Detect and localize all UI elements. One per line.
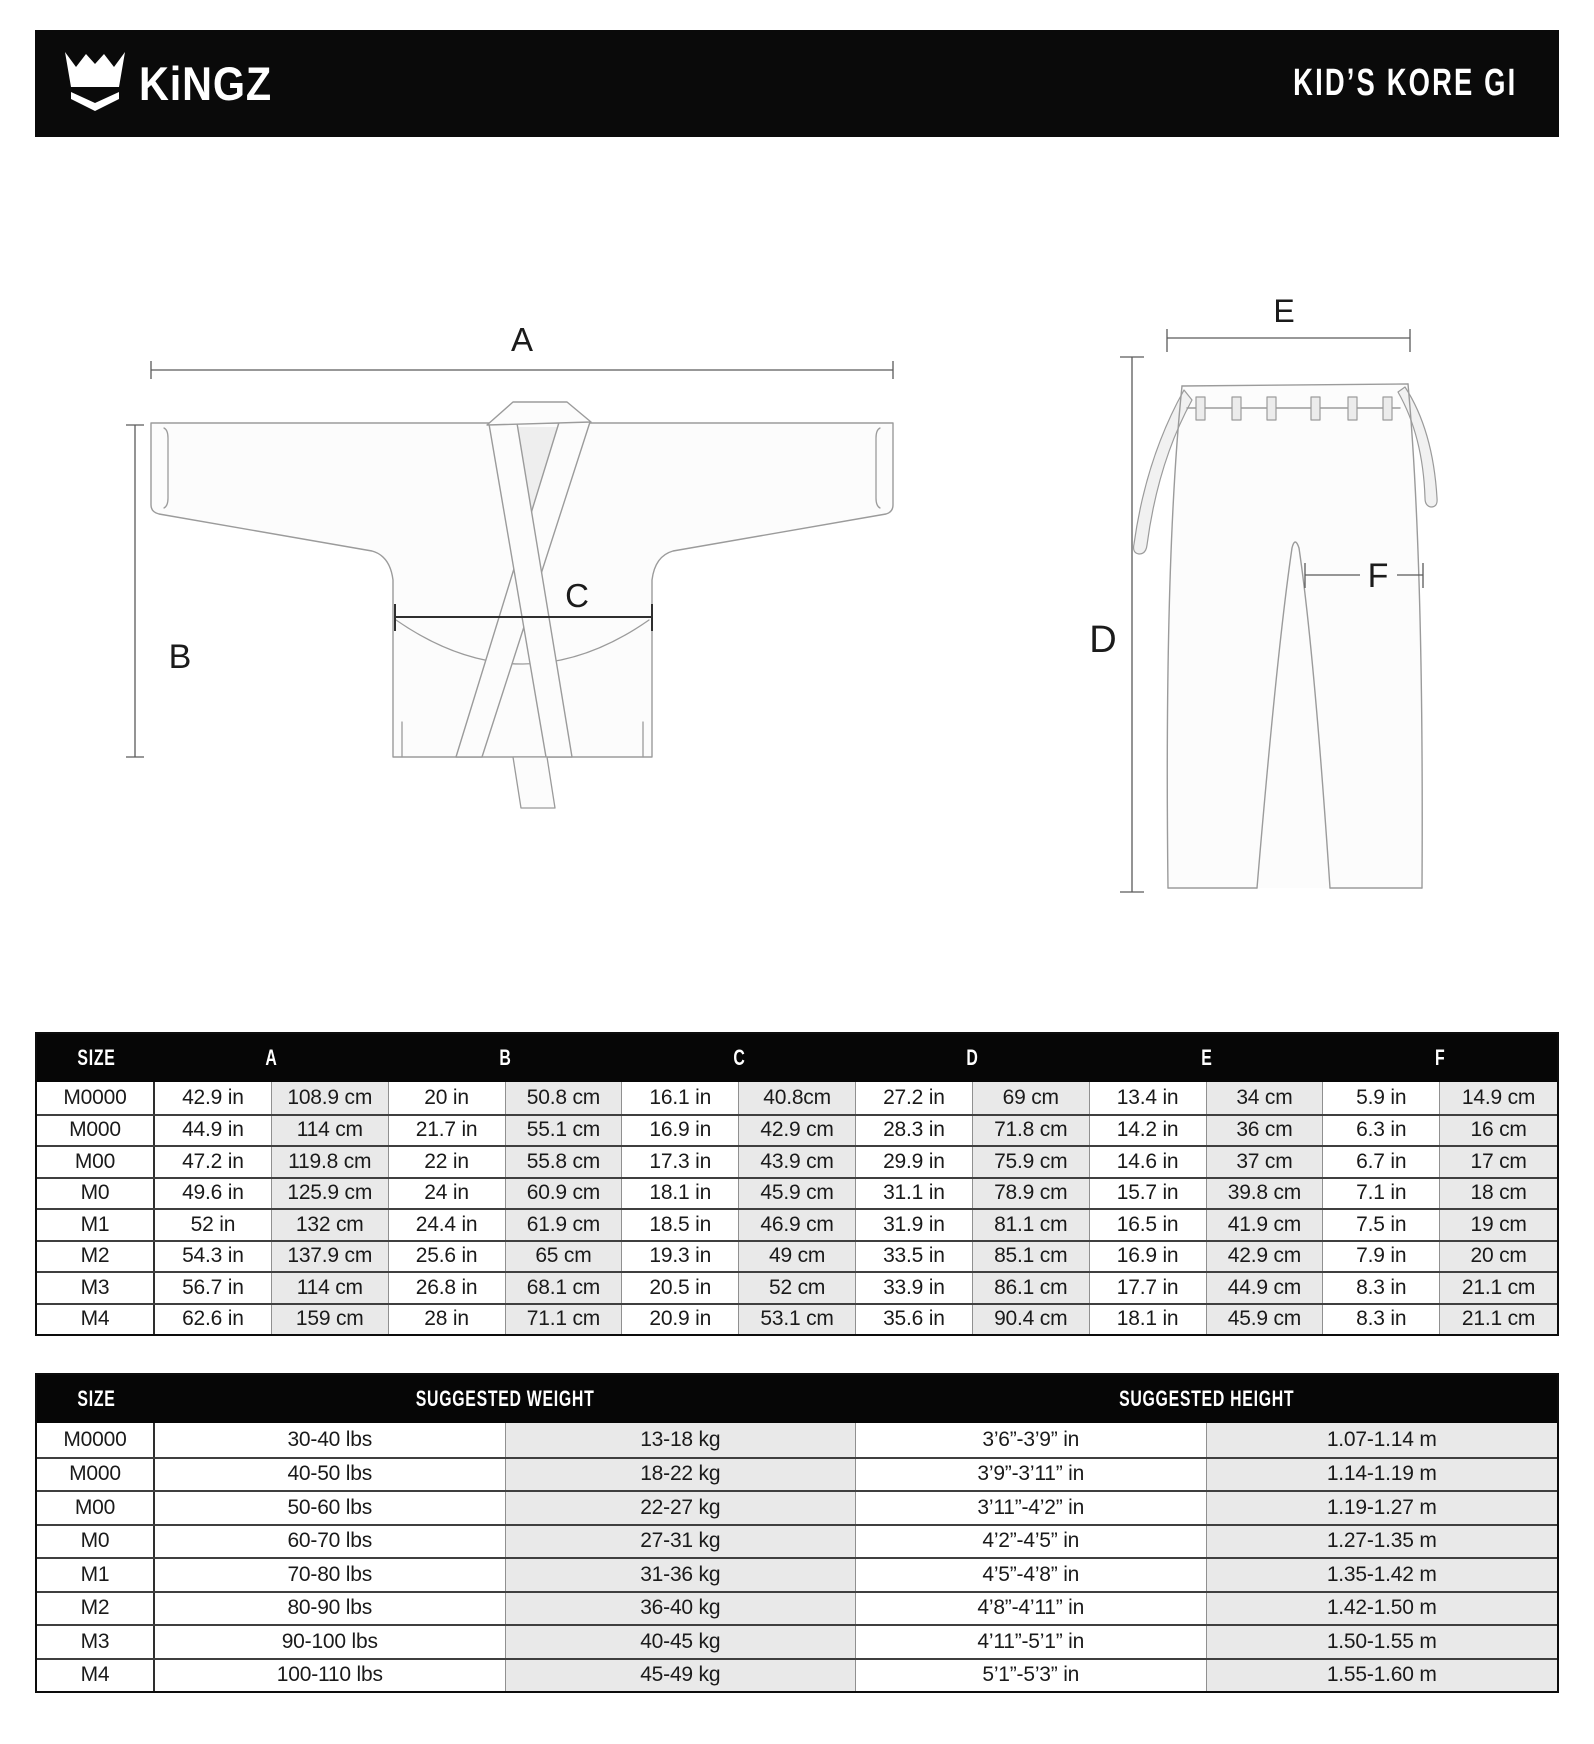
value-cell: 80-90 lbs — [155, 1593, 506, 1625]
value-cell: 35.6 in — [856, 1305, 973, 1335]
value-cell: 100-110 lbs — [155, 1660, 506, 1692]
value-cell: 37 cm — [1207, 1147, 1324, 1177]
dim-label-b: B — [168, 638, 192, 676]
value-cell: 21.1 cm — [1440, 1305, 1557, 1335]
value-cell: 52 in — [155, 1210, 272, 1240]
value-cell: 42.9 in — [155, 1082, 272, 1114]
value-cell: 44.9 cm — [1207, 1273, 1324, 1303]
col-header-d: D — [966, 1045, 979, 1070]
value-cell: 41.9 cm — [1207, 1210, 1324, 1240]
value-cell: 36-40 kg — [506, 1593, 857, 1625]
value-cell: 4’11”-5’1” in — [856, 1626, 1207, 1658]
value-cell: 17 cm — [1440, 1147, 1557, 1177]
value-cell: 132 cm — [272, 1210, 389, 1240]
value-cell: 33.5 in — [856, 1242, 973, 1272]
value-cell: 27-31 kg — [506, 1526, 857, 1558]
value-cell: 28 in — [389, 1305, 506, 1335]
col-header-height: SUGGESTED HEIGHT — [1118, 1386, 1295, 1411]
value-cell: 19.3 in — [622, 1242, 739, 1272]
dim-line-e — [1167, 329, 1410, 352]
dim-line-a — [151, 361, 893, 379]
value-cell: 49.6 in — [155, 1179, 272, 1209]
value-cell: 21.1 cm — [1440, 1273, 1557, 1303]
value-cell: 29.9 in — [856, 1147, 973, 1177]
value-cell: 1.35-1.42 m — [1207, 1559, 1558, 1591]
size-table-body — [37, 1082, 1557, 1334]
value-cell: 18.1 in — [1090, 1305, 1207, 1335]
value-cell: 4’5”-4’8” in — [856, 1559, 1207, 1591]
value-cell: 4’8”-4’11” in — [856, 1593, 1207, 1625]
dim-label-e: E — [1273, 293, 1295, 329]
value-cell: 90-100 lbs — [155, 1626, 506, 1658]
size-label: M1 — [37, 1210, 155, 1240]
value-cell: 60-70 lbs — [155, 1526, 506, 1558]
value-cell: 25.6 in — [389, 1242, 506, 1272]
value-cell: 17.7 in — [1090, 1273, 1207, 1303]
value-cell: 16.1 in — [622, 1082, 739, 1114]
value-cell: 68.1 cm — [506, 1273, 623, 1303]
pants-fill — [1167, 384, 1422, 888]
collar-top — [487, 402, 591, 425]
value-cell: 3’9”-3’11” in — [856, 1459, 1207, 1491]
value-cell: 3’6”-3’9” in — [856, 1423, 1207, 1457]
col-header-size: SIZE — [76, 1045, 116, 1070]
value-cell: 40.8cm — [739, 1082, 856, 1114]
value-cell: 50.8 cm — [506, 1082, 623, 1114]
value-cell: 71.8 cm — [973, 1116, 1090, 1146]
value-cell: 71.1 cm — [506, 1305, 623, 1335]
pants-diagram — [1134, 384, 1438, 888]
fit-table-row — [37, 1658, 1557, 1692]
value-cell: 119.8 cm — [272, 1147, 389, 1177]
value-cell: 4’2”-4’5” in — [856, 1526, 1207, 1558]
value-cell: 47.2 in — [155, 1147, 272, 1177]
value-cell: 90.4 cm — [973, 1305, 1090, 1335]
size-label: M4 — [37, 1305, 155, 1335]
value-cell: 1.50-1.55 m — [1207, 1626, 1558, 1658]
value-cell: 65 cm — [506, 1242, 623, 1272]
value-cell: 81.1 cm — [973, 1210, 1090, 1240]
value-cell: 6.3 in — [1323, 1116, 1440, 1146]
value-cell: 52 cm — [739, 1273, 856, 1303]
dim-label-d: D — [1089, 619, 1117, 661]
value-cell: 55.8 cm — [506, 1147, 623, 1177]
value-cell: 43.9 cm — [739, 1147, 856, 1177]
size-table-row — [37, 1303, 1557, 1335]
value-cell: 54.3 in — [155, 1242, 272, 1272]
value-cell: 1.14-1.19 m — [1207, 1459, 1558, 1491]
fit-table-row — [37, 1457, 1557, 1491]
value-cell: 40-50 lbs — [155, 1459, 506, 1491]
size-label: M0000 — [37, 1082, 155, 1114]
value-cell: 14.6 in — [1090, 1147, 1207, 1177]
fit-table-body — [37, 1423, 1557, 1691]
value-cell: 56.7 in — [155, 1273, 272, 1303]
value-cell: 42.9 cm — [1207, 1242, 1324, 1272]
value-cell: 39.8 cm — [1207, 1179, 1324, 1209]
value-cell: 19 cm — [1440, 1210, 1557, 1240]
dim-line-d — [1120, 357, 1144, 892]
size-label: M00 — [37, 1147, 155, 1177]
fit-table-row — [37, 1423, 1557, 1457]
value-cell: 15.7 in — [1090, 1179, 1207, 1209]
value-cell: 159 cm — [272, 1305, 389, 1335]
col-header-c: C — [733, 1045, 746, 1070]
value-cell: 1.27-1.35 m — [1207, 1526, 1558, 1558]
value-cell: 7.5 in — [1323, 1210, 1440, 1240]
value-cell: 108.9 cm — [272, 1082, 389, 1114]
dim-line-b — [126, 425, 144, 757]
size-label: M3 — [37, 1626, 155, 1658]
value-cell: 1.07-1.14 m — [1207, 1423, 1558, 1457]
header-bar — [35, 30, 1559, 137]
value-cell: 7.1 in — [1323, 1179, 1440, 1209]
value-cell: 114 cm — [272, 1273, 389, 1303]
value-cell: 86.1 cm — [973, 1273, 1090, 1303]
value-cell: 3’11”-4’2” in — [856, 1492, 1207, 1524]
value-cell: 34 cm — [1207, 1082, 1324, 1114]
value-cell: 137.9 cm — [272, 1242, 389, 1272]
fit-table-row — [37, 1557, 1557, 1591]
size-label: M2 — [37, 1242, 155, 1272]
value-cell: 45.9 cm — [739, 1179, 856, 1209]
size-label: M3 — [37, 1273, 155, 1303]
col-header-e: E — [1200, 1045, 1213, 1070]
value-cell: 22-27 kg — [506, 1492, 857, 1524]
size-table-row — [37, 1240, 1557, 1272]
value-cell: 17.3 in — [622, 1147, 739, 1177]
size-table-row — [37, 1145, 1557, 1177]
fit-table-row — [37, 1490, 1557, 1524]
value-cell: 62.6 in — [155, 1305, 272, 1335]
value-cell: 49 cm — [739, 1242, 856, 1272]
dim-label-f: F — [1367, 557, 1389, 595]
col-header-size: SIZE — [76, 1386, 116, 1411]
value-cell: 69 cm — [973, 1082, 1090, 1114]
value-cell: 5.9 in — [1323, 1082, 1440, 1114]
value-cell: 20 in — [389, 1082, 506, 1114]
value-cell: 31.9 in — [856, 1210, 973, 1240]
value-cell: 1.55-1.60 m — [1207, 1660, 1558, 1692]
value-cell: 53.1 cm — [739, 1305, 856, 1335]
crown-icon — [63, 51, 127, 117]
size-label: M4 — [37, 1660, 155, 1692]
value-cell: 125.9 cm — [272, 1179, 389, 1209]
lapel-tail — [513, 757, 555, 808]
value-cell: 70-80 lbs — [155, 1559, 506, 1591]
value-cell: 42.9 cm — [739, 1116, 856, 1146]
value-cell: 85.1 cm — [973, 1242, 1090, 1272]
size-measurement-table — [35, 1032, 1559, 1336]
value-cell: 45.9 cm — [1207, 1305, 1324, 1335]
value-cell: 18.5 in — [622, 1210, 739, 1240]
value-cell: 31-36 kg — [506, 1559, 857, 1591]
value-cell: 27.2 in — [856, 1082, 973, 1114]
dim-label-c: C — [565, 577, 589, 614]
measurement-diagram — [0, 140, 1594, 1040]
size-label: M0 — [37, 1526, 155, 1558]
value-cell: 16 cm — [1440, 1116, 1557, 1146]
value-cell: 61.9 cm — [506, 1210, 623, 1240]
value-cell: 8.3 in — [1323, 1273, 1440, 1303]
value-cell: 31.1 in — [856, 1179, 973, 1209]
jacket-diagram — [151, 402, 893, 808]
value-cell: 114 cm — [272, 1116, 389, 1146]
fit-guide-table — [35, 1373, 1559, 1693]
fit-table-row — [37, 1591, 1557, 1625]
value-cell: 14.9 cm — [1440, 1082, 1557, 1114]
value-cell: 16.9 in — [1090, 1242, 1207, 1272]
value-cell: 78.9 cm — [973, 1179, 1090, 1209]
size-label: M000 — [37, 1459, 155, 1491]
value-cell: 30-40 lbs — [155, 1423, 506, 1457]
col-header-a: A — [265, 1045, 278, 1070]
col-header-b: B — [499, 1045, 512, 1070]
value-cell: 20.9 in — [622, 1305, 739, 1335]
fit-table-header — [37, 1375, 1557, 1423]
value-cell: 16.9 in — [622, 1116, 739, 1146]
size-table-row — [37, 1082, 1557, 1114]
fit-table-row — [37, 1524, 1557, 1558]
value-cell: 20.5 in — [622, 1273, 739, 1303]
size-label: M1 — [37, 1559, 155, 1591]
value-cell: 24 in — [389, 1179, 506, 1209]
value-cell: 50-60 lbs — [155, 1492, 506, 1524]
value-cell: 13.4 in — [1090, 1082, 1207, 1114]
brand-name: KiNGZ — [139, 57, 273, 110]
value-cell: 6.7 in — [1323, 1147, 1440, 1177]
dim-label-a: A — [510, 321, 534, 358]
value-cell: 46.9 cm — [739, 1210, 856, 1240]
col-header-f: F — [1434, 1045, 1446, 1070]
size-label: M2 — [37, 1593, 155, 1625]
value-cell: 36 cm — [1207, 1116, 1324, 1146]
size-table-row — [37, 1177, 1557, 1209]
value-cell: 1.19-1.27 m — [1207, 1492, 1558, 1524]
value-cell: 45-49 kg — [506, 1660, 857, 1692]
col-header-weight: SUGGESTED WEIGHT — [416, 1386, 595, 1411]
fit-table-row — [37, 1624, 1557, 1658]
page-title: KID’S KORE GI — [1292, 62, 1517, 104]
value-cell: 28.3 in — [856, 1116, 973, 1146]
size-label: M0 — [37, 1179, 155, 1209]
value-cell: 18 cm — [1440, 1179, 1557, 1209]
value-cell: 26.8 in — [389, 1273, 506, 1303]
value-cell: 8.3 in — [1323, 1305, 1440, 1335]
value-cell: 33.9 in — [856, 1273, 973, 1303]
value-cell: 55.1 cm — [506, 1116, 623, 1146]
value-cell: 60.9 cm — [506, 1179, 623, 1209]
value-cell: 44.9 in — [155, 1116, 272, 1146]
value-cell: 1.42-1.50 m — [1207, 1593, 1558, 1625]
value-cell: 16.5 in — [1090, 1210, 1207, 1240]
size-label: M0000 — [37, 1423, 155, 1457]
value-cell: 40-45 kg — [506, 1626, 857, 1658]
value-cell: 21.7 in — [389, 1116, 506, 1146]
value-cell: 20 cm — [1440, 1242, 1557, 1272]
value-cell: 18.1 in — [622, 1179, 739, 1209]
size-label: M00 — [37, 1492, 155, 1524]
value-cell: 18-22 kg — [506, 1459, 857, 1491]
size-table-header — [37, 1034, 1557, 1082]
size-table-row — [37, 1208, 1557, 1240]
value-cell: 22 in — [389, 1147, 506, 1177]
value-cell: 7.9 in — [1323, 1242, 1440, 1272]
value-cell: 5’1”-5’3” in — [856, 1660, 1207, 1692]
value-cell: 75.9 cm — [973, 1147, 1090, 1177]
value-cell: 14.2 in — [1090, 1116, 1207, 1146]
gi-diagram-svg — [0, 140, 1594, 1040]
size-table-row — [37, 1271, 1557, 1303]
kingz-logo — [63, 51, 290, 117]
value-cell: 13-18 kg — [506, 1423, 857, 1457]
size-table-row — [37, 1114, 1557, 1146]
value-cell: 24.4 in — [389, 1210, 506, 1240]
size-label: M000 — [37, 1116, 155, 1146]
